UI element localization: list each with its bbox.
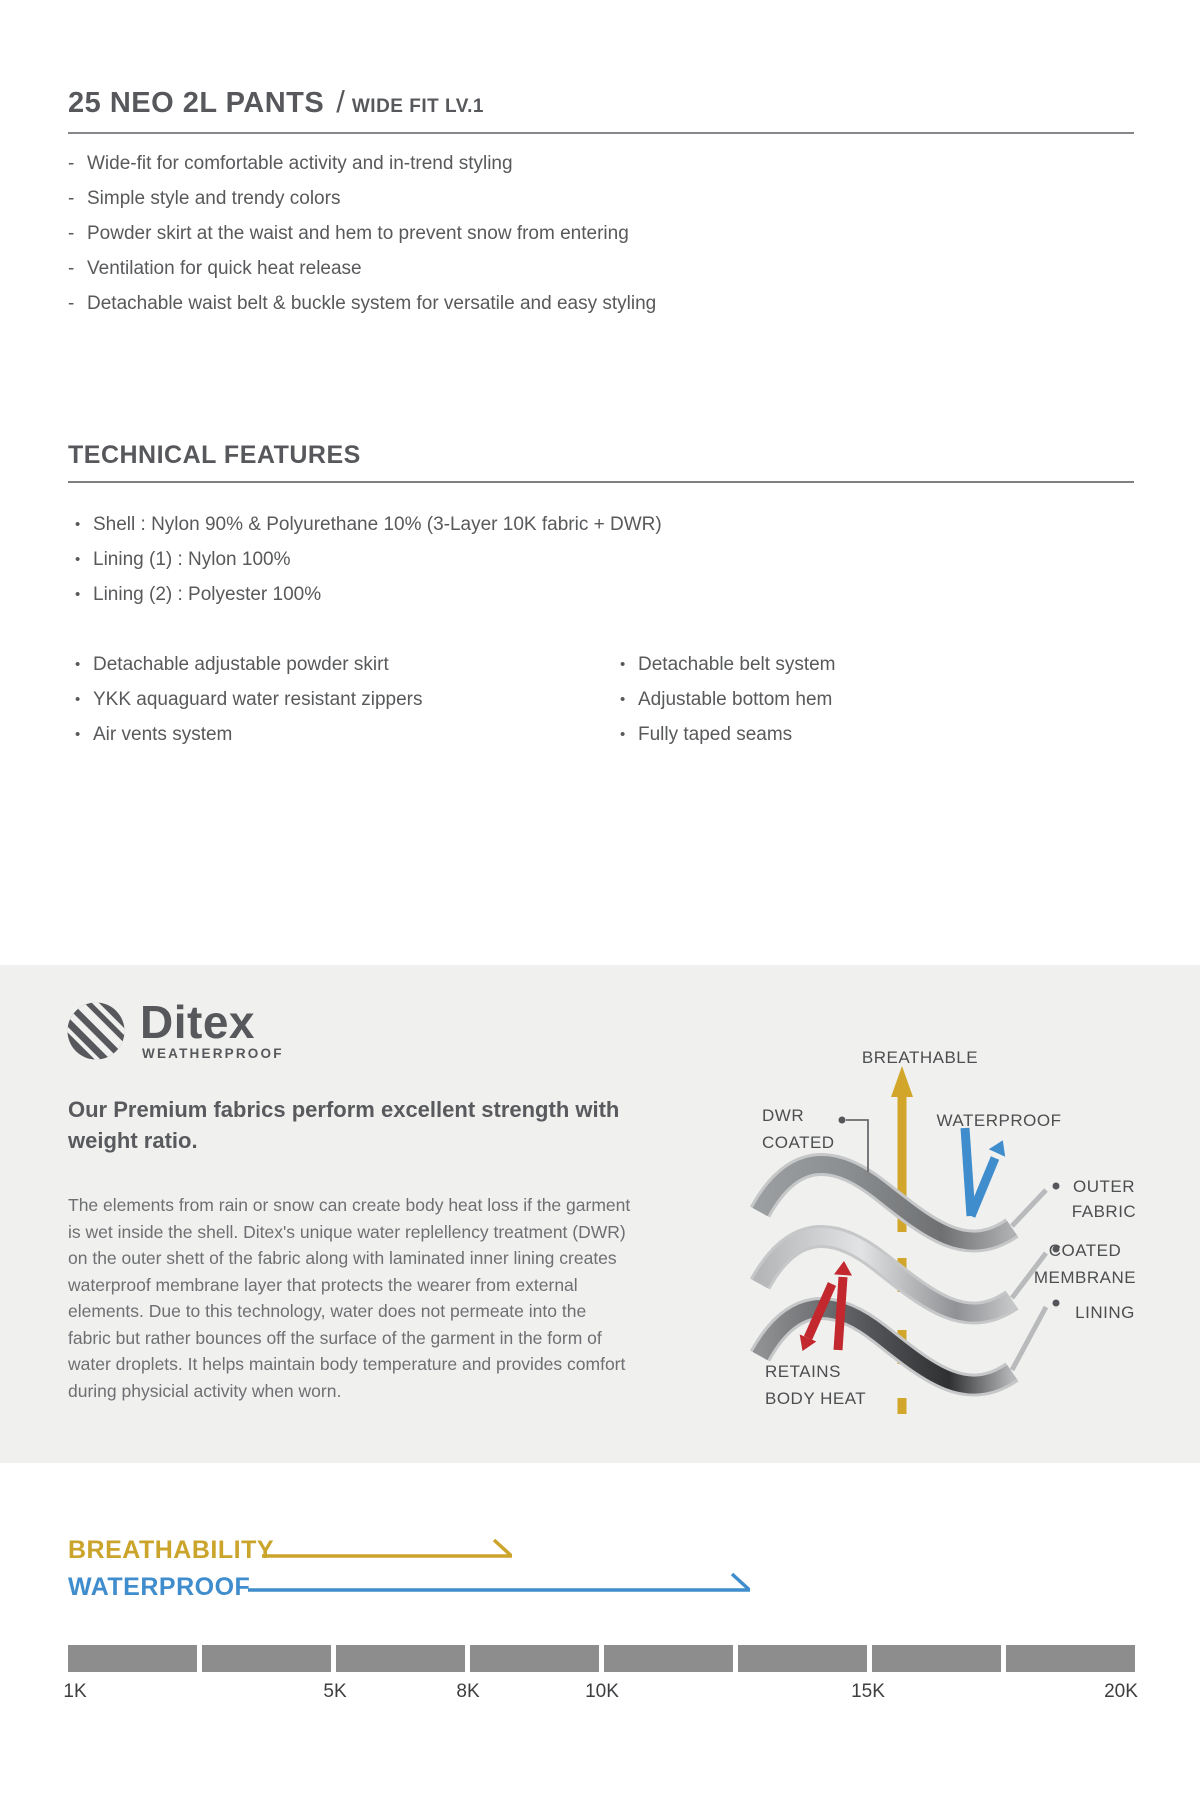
list-item <box>75 577 662 612</box>
list-item <box>75 682 423 717</box>
dash-marker: - <box>68 188 75 209</box>
list-item <box>75 647 423 682</box>
scale-tick: 20K <box>1104 1681 1138 1702</box>
brand-tagline: WEATHERPROOF <box>142 1046 284 1061</box>
highlight-text: Ventilation for quick heat release <box>87 258 362 279</box>
waterproof-label: WATERPROOF <box>936 1111 1062 1130</box>
waterproof-arrowhead-icon <box>989 1140 1005 1156</box>
fabric-layers-diagram <box>720 1020 1190 1420</box>
ditex-logo-icon <box>66 1001 126 1061</box>
page-title: 25 NEO 2L PANTS <box>68 87 325 119</box>
list-item <box>68 146 656 181</box>
bullet-marker: • <box>75 691 81 708</box>
breathability-label: BREATHABILITY <box>68 1536 275 1564</box>
retains-body-heat-label-line1: RETAINS <box>765 1362 841 1381</box>
highlight-text: Wide-fit for comfortable activity and in-trend styling <box>87 153 513 174</box>
list-item <box>68 216 656 251</box>
waterproof-arrow-line <box>248 1574 750 1590</box>
dwr-coated-label-line2: COATED <box>762 1133 835 1152</box>
materials-list <box>75 507 662 612</box>
coated-membrane-label-line2: MEMBRANE <box>1033 1268 1137 1287</box>
list-item <box>75 717 423 752</box>
bullet-marker: • <box>620 691 626 708</box>
scale-segment <box>872 1645 1001 1672</box>
scale-tick: 1K <box>63 1681 87 1702</box>
outer-fabric-label-line1: OUTER <box>1073 1177 1135 1196</box>
list-item <box>620 717 836 752</box>
feature-text: Fully taped seams <box>638 724 793 745</box>
bullet-marker: • <box>75 516 81 533</box>
heat-arrowhead-up-icon <box>834 1261 852 1276</box>
feature-text: Detachable belt system <box>638 654 836 675</box>
list-item <box>68 251 656 286</box>
features-column-right <box>620 647 836 752</box>
scale-segment <box>68 1645 197 1672</box>
scale-segment <box>202 1645 331 1672</box>
rating-arrow-lines <box>0 1520 1200 1610</box>
dash-marker: - <box>68 293 75 314</box>
bullet-marker: • <box>620 656 626 673</box>
highlight-list <box>68 146 656 321</box>
bullet-marker: • <box>620 726 626 743</box>
title-divider: / <box>336 84 345 119</box>
coated-membrane-label-line1: COATED <box>1048 1241 1122 1260</box>
list-item <box>620 682 836 717</box>
breathable-arrowhead-icon <box>891 1066 913 1097</box>
scale-segment <box>470 1645 599 1672</box>
list-item <box>68 181 656 216</box>
scale-tick: 15K <box>851 1681 885 1702</box>
scale-segment <box>1006 1645 1135 1672</box>
dash-marker: - <box>68 258 75 279</box>
breathable-label: BREATHABLE <box>861 1048 979 1067</box>
scale-segment <box>336 1645 465 1672</box>
ditex-heading: Our Premium fabrics perform excellent strength with weight ratio. <box>68 1097 620 1153</box>
dash-marker: - <box>68 223 75 244</box>
outer-fabric-label-line2: FABRIC <box>1071 1202 1137 1221</box>
list-item <box>620 647 836 682</box>
bullet-marker: • <box>75 551 81 568</box>
technical-features-heading: TECHNICAL FEATURES <box>68 441 1134 483</box>
dwr-coated-label-line1: DWR <box>762 1106 805 1125</box>
list-item <box>68 286 656 321</box>
scale-tick: 10K <box>585 1681 619 1702</box>
breathability-arrow-line <box>262 1540 512 1556</box>
dash-marker: - <box>68 153 75 174</box>
scale-segment <box>604 1645 733 1672</box>
page-subtitle: WIDE FIT LV.1 <box>351 96 484 117</box>
highlight-text: Powder skirt at the waist and hem to prevent snow from entering <box>87 223 629 244</box>
scale-tick: 8K <box>456 1681 480 1702</box>
scale-tick: 5K <box>323 1681 347 1702</box>
waterproof-arrow <box>965 1128 995 1216</box>
feature-text: Air vents system <box>93 724 233 745</box>
feature-text: Adjustable bottom hem <box>638 689 833 710</box>
lining-label: LINING <box>1075 1303 1135 1322</box>
material-text: Shell : Nylon 90% & Polyurethane 10% (3-Layer 10K fabric + DWR) <box>93 514 662 535</box>
bullet-marker: • <box>75 656 81 673</box>
dwr-connector-dot <box>839 1117 846 1124</box>
highlight-text: Detachable waist belt & buckle system for versatile and easy styling <box>87 293 657 314</box>
title-block <box>68 84 1134 134</box>
waterproof-label-bottom: WATERPROOF <box>68 1573 251 1601</box>
scale-segment <box>738 1645 867 1672</box>
list-item <box>75 507 662 542</box>
scale-tick-labels <box>0 1681 1200 1707</box>
material-text: Lining (2) : Polyester 100% <box>93 584 322 605</box>
list-item <box>75 542 662 577</box>
ditex-paragraph: The elements from rain or snow can create body heat loss if the garment is wet inside the shell. Ditex's unique water replellency treatment (DWR) on the outer shett of the fabric along with laminated inner lining creates waterproof membrane layer that protects the wearer from external elements. Due to this technology, water does not permeate into the fabric but rather bounces off the surface of the garment in the form of water droplets. It helps maintain body temperature and provides comfort during physicial activity when worn. <box>68 1195 631 1401</box>
bullet-marker: • <box>75 586 81 603</box>
rating-scale-bar <box>68 1645 1135 1672</box>
feature-text: YKK aquaguard water resistant zippers <box>93 689 423 710</box>
bullet-marker: • <box>75 726 81 743</box>
features-column-left <box>75 647 423 752</box>
retains-body-heat-label-line2: BODY HEAT <box>765 1389 867 1408</box>
material-text: Lining (1) : Nylon 100% <box>93 549 291 570</box>
brand-name: Ditex <box>140 996 255 1048</box>
feature-text: Detachable adjustable powder skirt <box>93 654 389 675</box>
highlight-text: Simple style and trendy colors <box>87 188 341 209</box>
